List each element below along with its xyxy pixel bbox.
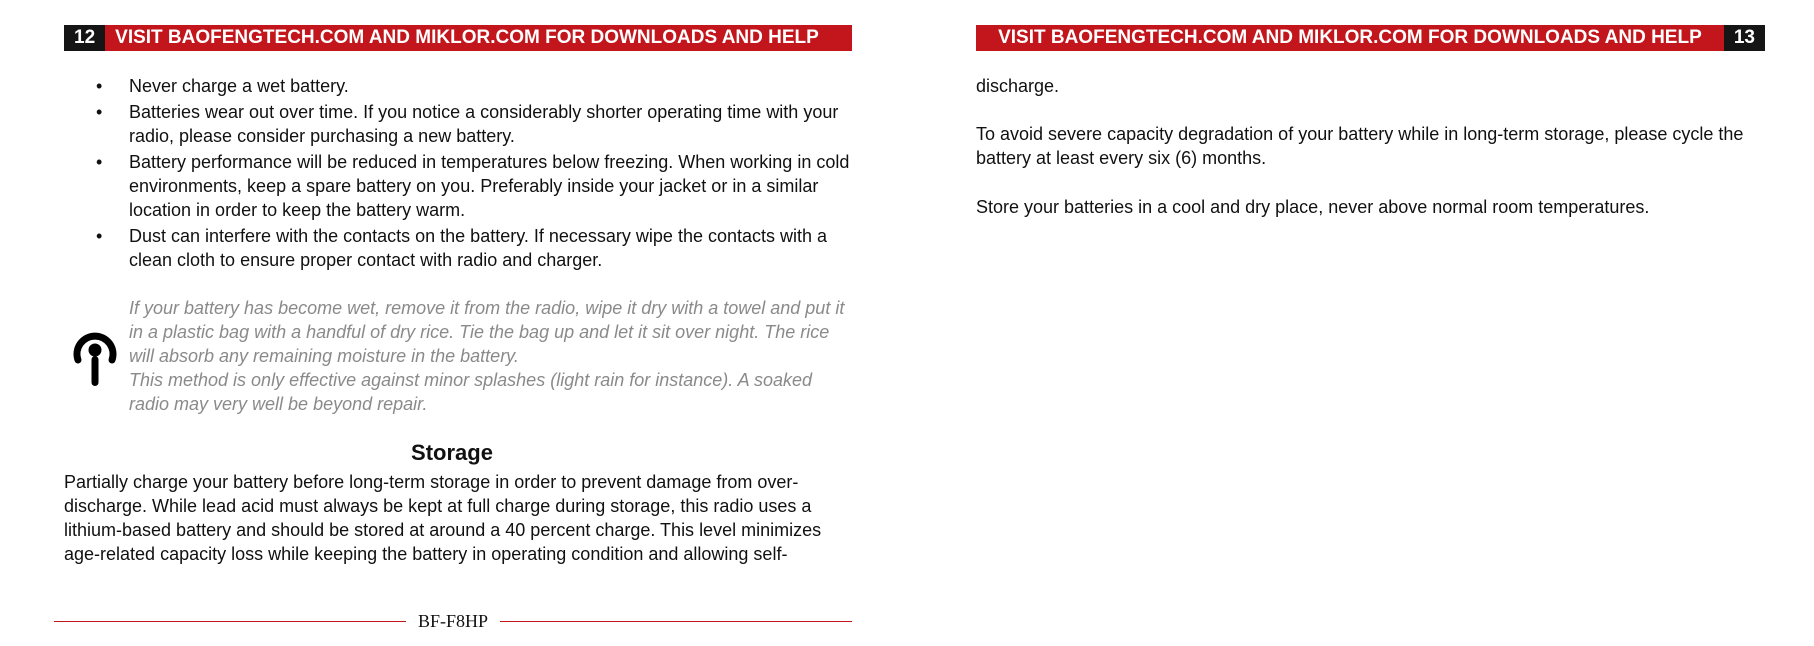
body-paragraph: To avoid severe capacity degradation of your battery while in long-term storage, please cycle the battery at least every six (6) months. — [976, 124, 1744, 168]
list-item — [64, 74, 854, 98]
storage-paragraph: Partially charge your battery before long-term storage in order to prevent damage from over-discharge. While lead acid must always be kept at full charge during storage, this radio uses a lithium-based battery and should be stored at around a 40 percent charge. This level minimizes age-related capacity loss while keeping the battery in operating condition and allowing self- — [64, 472, 822, 564]
list-item-text: Dust can interfere with the contacts on the battery. If necessary wipe the contacts with a clean cloth to ensure proper contact with radio and charger. — [129, 226, 828, 270]
bullet-icon: • — [96, 76, 103, 96]
left-header-title: VISIT BAOFENGTECH.COM AND MIKLOR.COM FOR DOWNLOADS AND HELP — [105, 25, 852, 51]
list-item — [64, 224, 854, 272]
left-page-header — [64, 25, 852, 51]
note-paragraph: This method is only effective against minor splashes (light rain for instance). A soaked radio may very well be beyond repair. — [129, 370, 812, 414]
section-title: Storage — [411, 440, 493, 465]
footer-rule — [500, 621, 852, 622]
list-item — [64, 150, 854, 222]
bullet-icon: • — [96, 226, 103, 246]
right-page-header — [976, 25, 1765, 51]
list-item-text: Battery performance will be reduced in temperatures below freezing. When working in cold environments, keep a spare battery on you. Preferably inside your jacket or in a similar location in order to keep the battery warm. — [129, 152, 850, 220]
footer-model-name: BF-F8HP — [417, 610, 489, 631]
note-paragraph: If your battery has become wet, remove it from the radio, wipe it dry with a towel and put it in a plastic bag with a handful of dry rice. Tie the bag up and let it sit over night. The rice will absorb any remaining moisture in the battery. — [129, 298, 845, 366]
battery-tips-list — [64, 74, 854, 274]
body-paragraph: Store your batteries in a cool and dry place, never above normal room temperatures. — [976, 197, 1650, 217]
list-item — [64, 100, 854, 148]
right-page-number: 13 — [1724, 25, 1765, 51]
list-item-text: Batteries wear out over time. If you notice a considerably shorter operating time with your radio, please consider purchasing a new battery. — [129, 102, 839, 146]
left-page — [0, 0, 880, 646]
footer-rule — [54, 621, 406, 622]
info-icon — [64, 320, 126, 392]
right-page — [960, 0, 1814, 646]
list-item-text: Never charge a wet battery. — [129, 76, 349, 96]
bullet-icon: • — [96, 102, 103, 122]
left-page-number: 12 — [64, 25, 105, 51]
right-header-title: VISIT BAOFENGTECH.COM AND MIKLOR.COM FOR DOWNLOADS AND HELP — [976, 25, 1724, 51]
body-paragraph: discharge. — [976, 76, 1060, 96]
note-text — [129, 296, 849, 416]
bullet-icon: • — [96, 152, 103, 172]
page-footer — [54, 609, 852, 633]
